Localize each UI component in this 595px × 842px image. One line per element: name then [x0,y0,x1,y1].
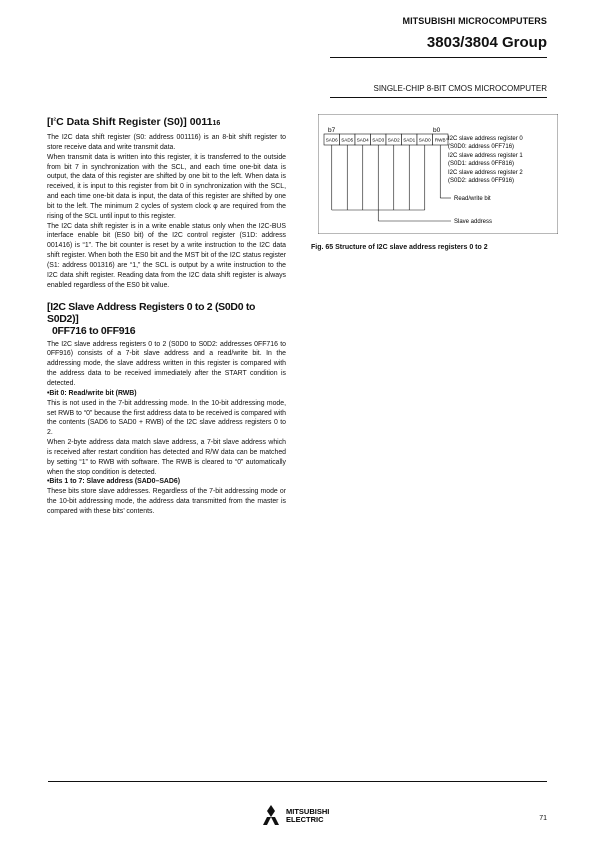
section2-paragraph: The I2C slave address registers 0 to 2 (S0D0 to S0D2: addresses 0FF716 to 0FF916) consists of a 7-bit slave address and a read/write bit. In the addressing mode, the slave address written in this register is compared with the address data to be received immediately after the START condition is detected. [47,340,286,387]
section1-paragraph: The I2C data shift register is in a write enable status only when the I2C-BUS interface enable bit (ES0 bit) of the I2C control register (S1D: address 001416) is “1”. The bit counter is reset by a write instruction to the I2C data shift register. When both the ES0 bit and the MST bit of the I2C status register (S1: address 001316) are “1,” the SCL is output by a write instruction to the I2C data shift register. Reading data from the I2C data shift register is always enabled regardless of the ES0 bit value. [47,222,286,289]
header-company: MITSUBISHI MICROCOMPUTERS [402,16,547,26]
reg2-label: I2C slave address register 2 [448,170,523,176]
reg0-label: I2C slave address register 0 [448,136,523,142]
register-cells [324,134,448,145]
register-cell-label: SAD4 [356,137,369,143]
reg2-address: (S0D2: address 0FF916) [448,178,515,184]
register-cell-label: RWB [434,137,446,143]
header-subtitle: SINGLE-CHIP 8-BIT CMOS MICROCOMPUTER [373,84,547,93]
header-divider [330,57,547,58]
section2-title: [I2C Slave Address Registers 0 to 2 (S0D0 to S0D2)] 0FF716 to 0FF916 [47,300,256,337]
figure-caption: Fig. 65 Structure of I2C slave address registers 0 to 2 [311,244,488,251]
register-cell-label: SAD2 [387,137,400,143]
header-product-title: 3803/3804 Group [426,34,547,51]
leader-lines [332,139,451,221]
read-write-bit-label: Read/write bit [454,196,491,202]
subtitle-divider [330,97,547,98]
footer-divider [48,781,547,782]
body-column [47,110,286,517]
register-structure-figure [318,114,558,234]
slave-address-label: Slave address [454,219,493,225]
bit0-paragraph: When 2-byte address data match slave address, a 7-bit slave address which is received after restart condition has detected and R/W data can be matched by setting “1” to RWB with software. The RWB is cleared to “0” automatically when the stop condition is detected. [47,439,286,476]
bit-b7-label: b7 [328,127,336,134]
logo-brand-line1: MITSUBISHI [286,807,330,816]
logo-brand-line2: ELECTRIC [286,815,324,824]
register-cell-label: SAD3 [372,137,385,143]
bit0-paragraph: This is not used in the 7-bit addressing mode. In the 10-bit addressing mode, set RWB to “0” because the first address data to be received is compared with the contents (SAD6 to SAD0 + RWB) of the I2C slave address registers 0 to 2. [47,399,286,437]
register-cell-label: SAD1 [403,137,416,143]
mitsubishi-electric-logo [262,805,357,827]
reg1-address: (S0D1: address 0FF816) [448,161,515,167]
section1-paragraph: The I2C data shift register (S0: address 001116) is an 8-bit shift register to store receive data and write transmit data. [47,134,286,151]
bits1-7-heading: •Bits 1 to 7: Slave address (SAD0–SAD6) [47,478,180,486]
section1-title: [$I^2C$ Data Shift Register (S0)] 001116 [47,116,221,128]
bit0-heading: •Bit 0: Read/write bit (RWB) [47,389,137,397]
reg0-address: (S0D0: address 0FF716) [448,144,515,150]
register-cell-label: SAD5 [341,137,354,143]
register-cell-label: SAD0 [418,137,431,143]
page-number: 71 [539,815,547,822]
register-cell-label: SAD6 [325,137,338,143]
bit-b0-label: b0 [433,127,441,134]
bits1-7-paragraph: These bits store slave addresses. Regardless of the 7-bit addressing mode or the 10-bit addressing mode, the address data transmitted from the master is compared with these bits’ contents. [47,488,286,516]
reg1-label: I2C slave address register 1 [448,153,523,159]
section1-paragraph: When transmit data is written into this register, it is transferred to the outside from bit 7 in synchronization with the SCL, and each time one-bit data is output, the data of this register are shifted by one bit to the left. When data is received, it is input to this register from bit 0 in synchronization with the SCL, and each time one-bit data is input, the data of this register are shifted by one bit to the left. The minimum 2 cycles of system clock φ are required from the rising of the SCL until input to this register. [47,153,286,220]
